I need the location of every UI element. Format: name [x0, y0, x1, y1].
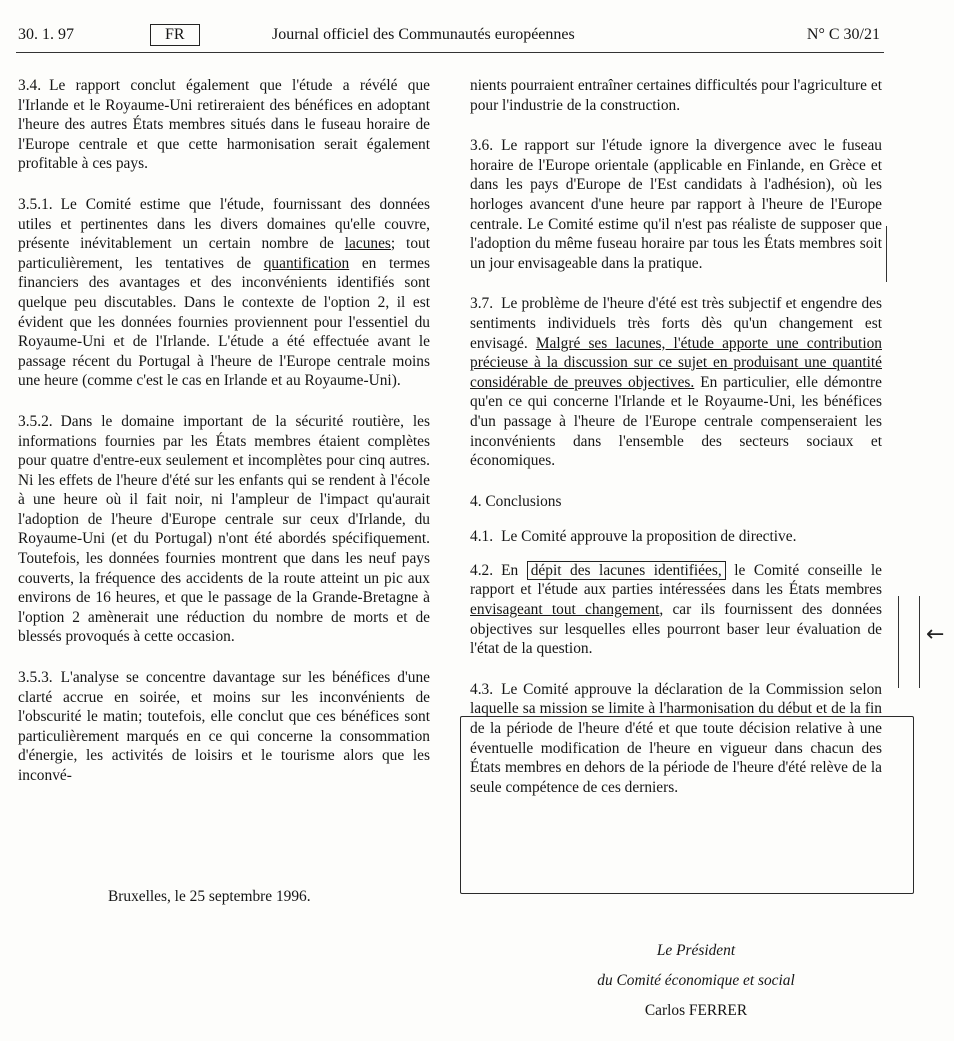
paragraph-3-5-2 — [18, 412, 430, 647]
signature-name: Carlos FERRER — [644, 1002, 748, 1019]
paragraph-text: Le rapport conclut également que l'étude a révélé que l'Irlande et le Royaume-Uni retireraient des bénéfices en adoptant l'heure des autres États membres situés dans le fuseau horaire de l'Europe centrale et que cette harmonisation serait également profitable à ces pays. — [18, 77, 430, 173]
paragraph-number: 3.7. — [470, 295, 494, 313]
paragraph-3-5-1 — [18, 195, 430, 391]
paragraph-3-4 — [18, 76, 430, 174]
paragraph-4-1 — [470, 527, 882, 547]
paragraph-number: 4.3. — [470, 680, 494, 698]
paragraph-number: 4.1. — [470, 528, 494, 546]
signature-title: Le Président — [656, 942, 736, 959]
paragraph-text: Le rapport sur l'étude ignore la divergence avec le fuseau horaire de l'Europe orientale (applicable en Finlande, en Grèce et dans les pays d'Europe de l'Est candidats à l'adhésion), où les horloges avancent d'une heure par rapport à l'heure de l'Europe centrale. Le Comité estime qu'il n'est pas réaliste de supposer que l'adoption du même fuseau horaire par tous les États membres soit un jour envisageable dans la pratique. — [470, 137, 882, 272]
paragraph-number: 3.5.2. — [18, 412, 53, 430]
paragraph-3-7 — [470, 294, 882, 470]
section-heading-conclusions: 4. Conclusions — [470, 492, 562, 510]
paragraph-3-5-3 — [18, 668, 430, 786]
paragraph-text: Le problème de l'heure d'été est très subjectif et engendre des sentiments individuels très forts dès qu'un changement est envisagé. — [470, 295, 882, 352]
right-column — [470, 76, 882, 818]
header-rule — [16, 52, 884, 53]
journal-header — [18, 26, 880, 52]
paragraph-text: Le Comité approuve la proposition de directive. — [501, 528, 797, 546]
paragraph-number: 3.6. — [470, 137, 494, 155]
paragraph-text: En particulier, elle démontre qu'en ce qui concerne l'Irlande et le Royaume-Uni, les bénéfices d'un passage à l'heure de l'Europe centrale compenseraient les inconvénients dans l'ensemble des secteurs sociaux et économiques. — [470, 373, 883, 470]
paragraph-3-6 — [470, 136, 882, 273]
signature-organisation: du Comité économique et social — [597, 972, 795, 989]
underlined-text: quantification — [263, 254, 350, 272]
paragraph-text: Le Comité approuve la déclaration de la Commission selon laquelle sa mission se limite à l'harmonisation du début et de la fin de la période de l'heure d'été et que toute décision relative à une éventuelle modification de l'heure en vigueur dans chacun des États membres en dehors de la période de l'heure d'été relève de la seule compétence de ces derniers. — [470, 680, 882, 796]
paragraph-text: le Comité conseille le rapport et l'étude aux parties intéressées dans les États membres — [470, 561, 883, 599]
underlined-text: lacunes — [344, 235, 391, 253]
language-badge: FR — [150, 24, 200, 46]
place-date-signoff: Bruxelles, le 25 septembre 1996. — [108, 888, 311, 905]
handdrawn-box — [460, 716, 914, 894]
paragraph-text: en termes financiers des avantages et des inconvénients identifiés sont quelque peu discutables. Dans le contexte de l'option 2, il est évident que les données fournies proviennent pour l'essentiel du Royaume-Uni et de l'Irlande. L'étude a été effectuée avant le passage récent du Portugal à l'heure de l'Europe centrale moins une heure (comme c'est le cas en Irlande et au Royaume-Uni). — [18, 254, 430, 390]
paragraph-text: ; tout particulièrement, les tentatives de — [18, 235, 430, 272]
paragraph-text: Dans le domaine important de la sécurité routière, les informations fournies par les États membres étaient complètes pour quatre d'entre-eux seulement et incomplètes pour cinq autres. Ni les effets de l'heure d'été sur les enfants qui se rendent à l'école à une heure où il fait noir, ni l'ampleur de l'impact qu'aurait l'adoption de l'heure d'Europe centrale sur ceux d'Irlande, du Royaume-Uni (et du Portugal) n'ont été abordés spécifiquement. Toutefois, les données fournies montrent que dans les neuf pays couverts, la fréquence des accidents de la route atteint un pic aux environs de 16 heures, et que le passage de la Grande-Bretagne à l'option 2 amènerait une réduction du nombre de morts et de blessés provoqués à cette occasion. — [18, 412, 430, 646]
paragraph-number: 3.5.1. — [18, 195, 53, 213]
paragraph-4-2 — [470, 561, 882, 659]
paragraph-continuation — [470, 76, 882, 115]
margin-mark — [886, 226, 887, 282]
header-date: 30. 1. 97 — [18, 26, 74, 43]
paragraph-text: nients pourraient entraîner certaines difficultés pour l'agriculture et pour l'industrie de la construction. — [470, 77, 882, 114]
paragraph-number: 4.2. — [470, 561, 494, 579]
underlined-text: envisageant tout changement — [470, 601, 660, 619]
paragraph-number: 3.5.3. — [18, 669, 53, 687]
paragraph-text: L'analyse se concentre davantage sur les bénéfices d'une clarté accrue en soirée, et moins sur les inconvénients de l'obscurité le matin; toutefois, elle conclut que ces bénéfices sont particulièrement marqués en ce qui concerne la consommation d'énergie, les activités de loisirs et le tourisme alors que les inconvé- — [18, 669, 430, 784]
signature-block — [470, 936, 922, 1026]
underlined-text: Malgré ses lacunes, l'étude apporte une contribution précieuse à la discussion sur ce sujet en produisant une quantité considérable de preuves objectives. — [470, 334, 882, 391]
paragraph-text: Le Comité estime que l'étude, fournissant des données utiles et pertinentes dans les divers domaines qu'elle couvre, présente inévitablement un certain nombre de — [18, 195, 430, 253]
paragraph-text: En — [501, 561, 527, 579]
paragraph-number: 3.4. — [18, 77, 42, 94]
left-column — [18, 76, 430, 807]
boxed-text: dépit des lacunes identifiées, — [527, 561, 726, 580]
arrow-left-icon: ← — [926, 622, 945, 647]
margin-mark — [898, 596, 920, 688]
journal-number: N° C 30/21 — [806, 26, 880, 43]
paragraph-text: , car ils fournissent des données objectives sur lesquelles elles pourront baser leur évaluation de l'état de la question. — [470, 601, 883, 658]
journal-title: Journal officiel des Communautés européennes — [272, 26, 575, 43]
